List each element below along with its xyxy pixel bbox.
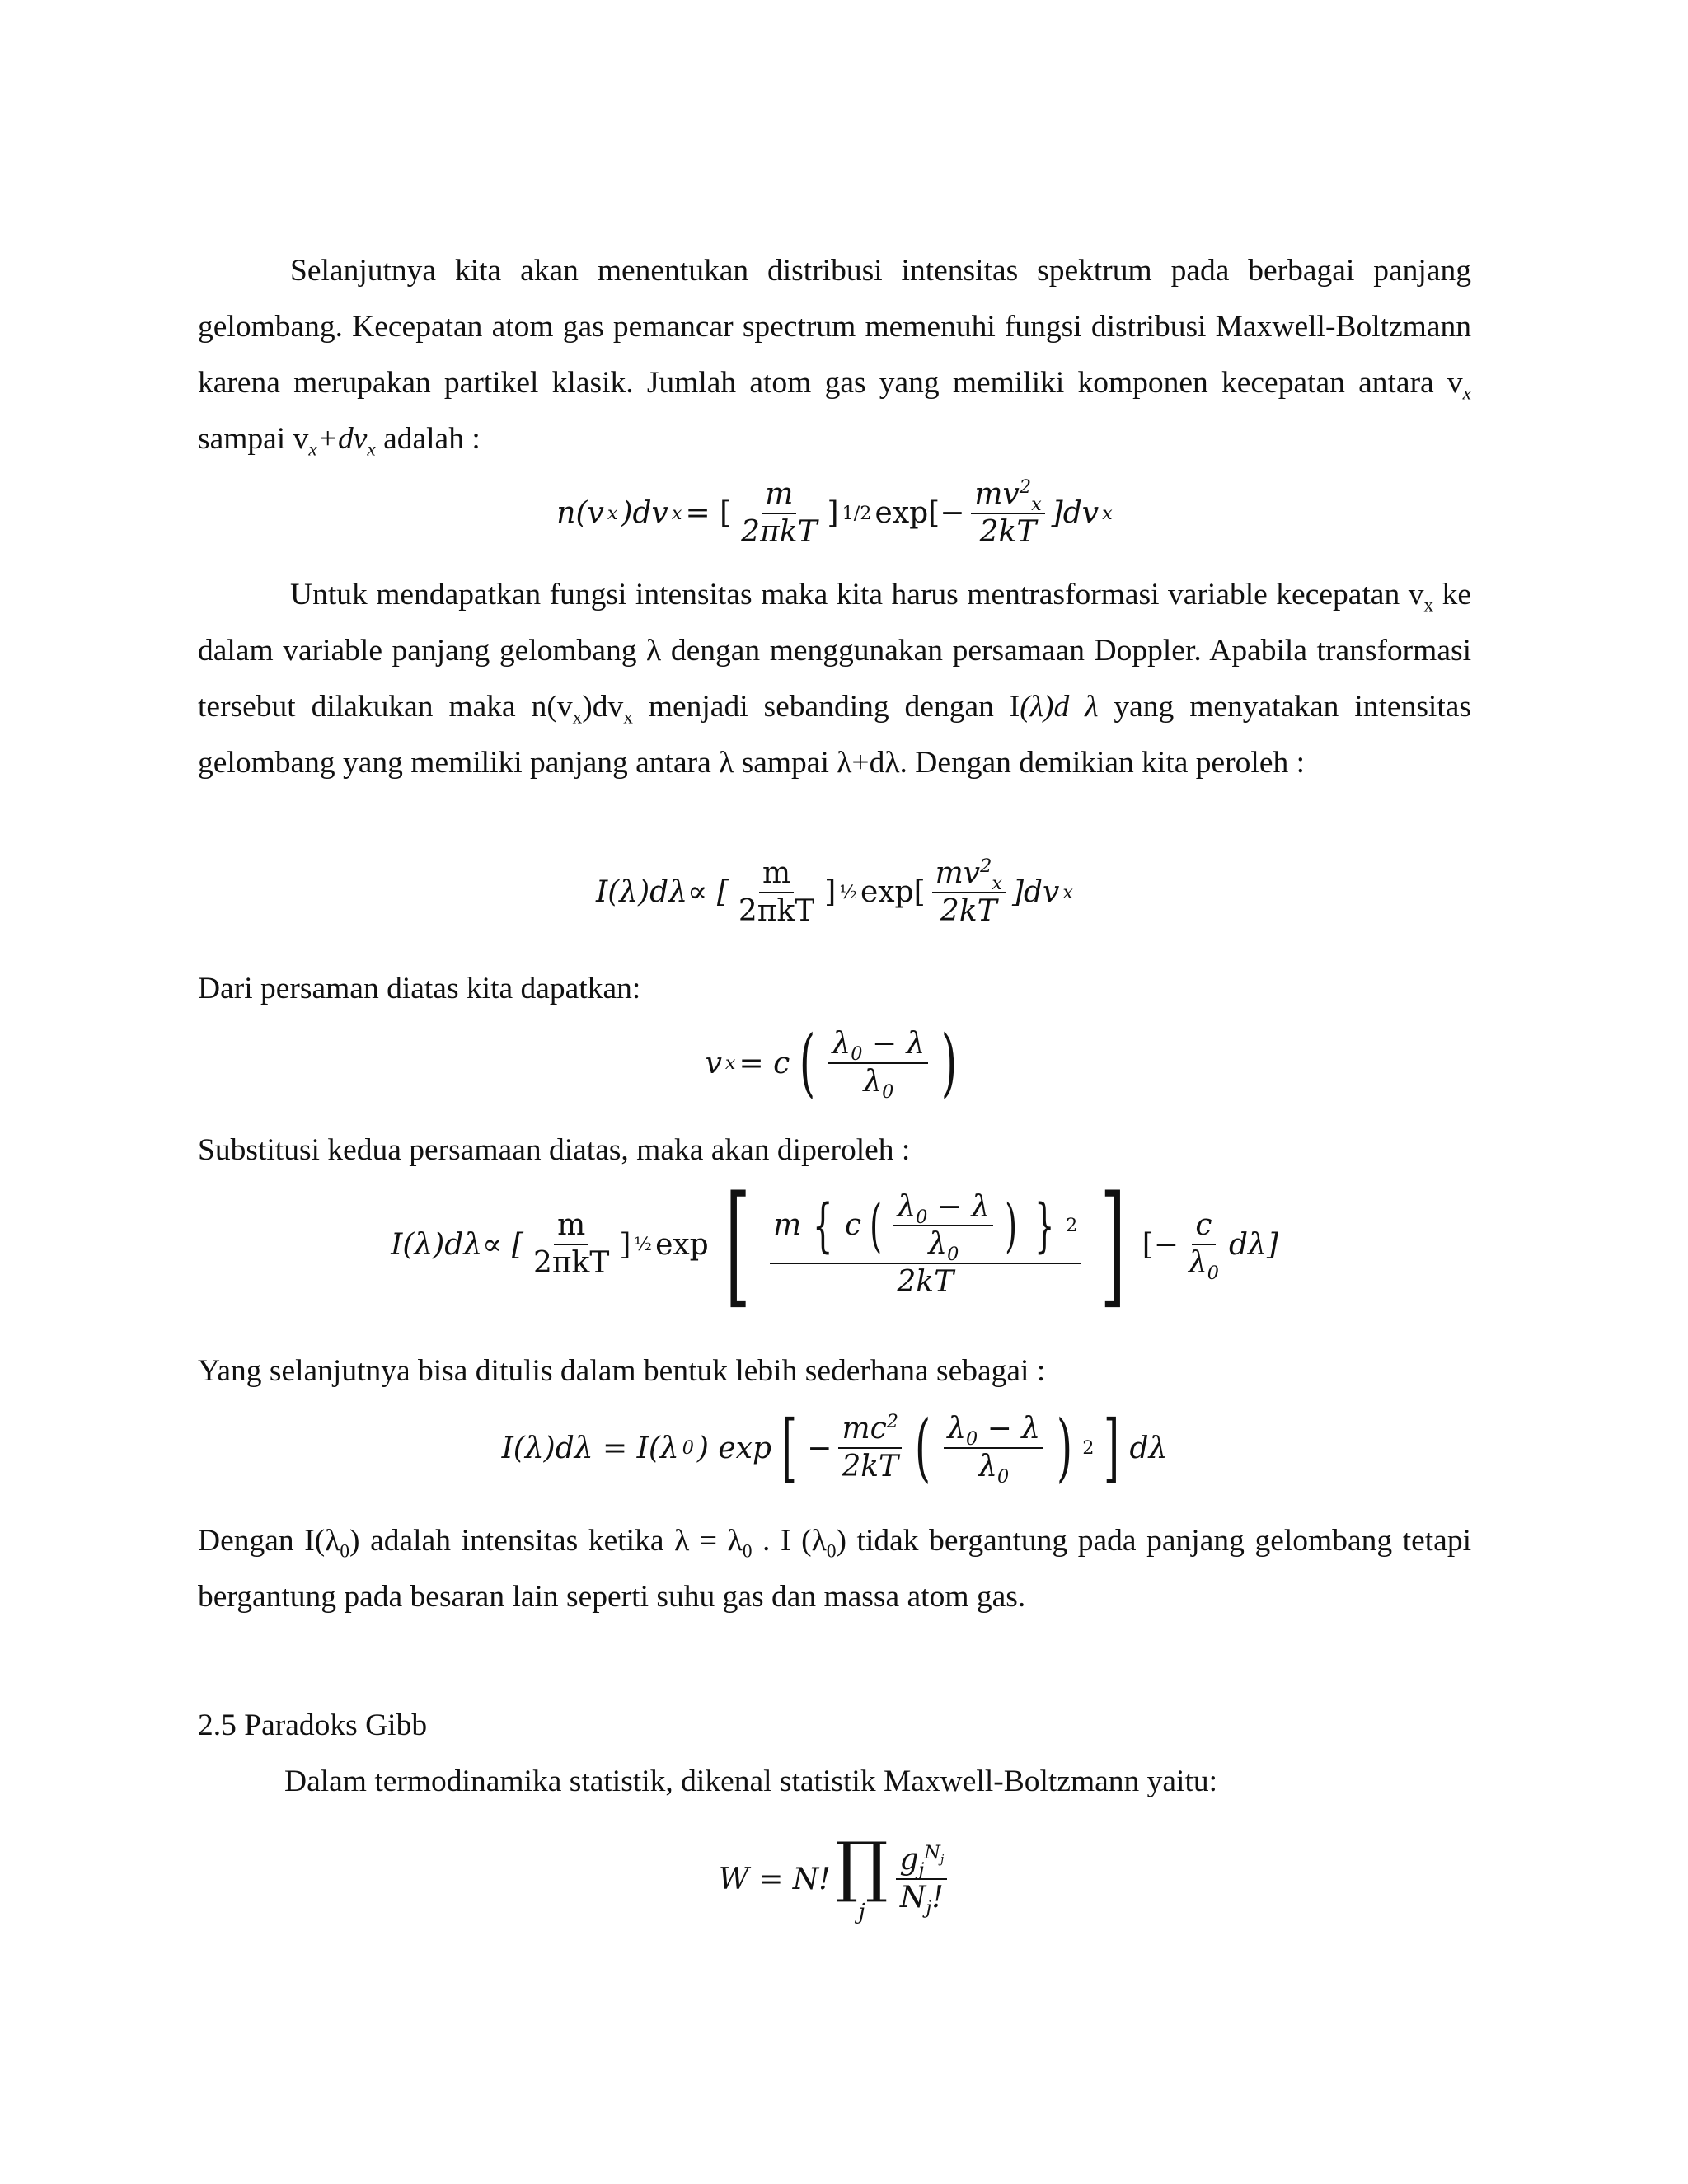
paragraph-simplified: Yang selanjutnya bisa ditulis dalam bentuk lebih sederhana sebagai :	[198, 1354, 1046, 1388]
section-heading: 2.5 Paradoks Gibb	[198, 1708, 428, 1742]
paragraph-intensity-note: Dengan $I(\lambda_0)$ adalah intensitas ketika $\lambda = \lambda_0$ . I $(\lambda_0)$ tidak bergantung pada panjang gelombang tetapi bergantung pada besaran lain seperti suhu gas dan massa atom gas.	[198, 1524, 1471, 1614]
paragraph-from-equation: Dari persaman diatas kita dapatkan:	[198, 972, 641, 1005]
paragraph-maxwell-boltzmann: Dalam termodinamika statistik, dikenal statistik Maxwell-Boltzmann yaitu:	[284, 1765, 1218, 1798]
paragraph-doppler: Untuk mendapatkan fungsi intensitas maka kita harus mentrasformasi variable kecepatan $v_x$ ke dalam variable panjang gelombang λ dengan menggunakan persamaan Doppler. Apabila transformasi tersebut dilakukan maka $n(v_x)dv_x$ menjadi sebanding dengan I(λ)d λ yang menyatakan intensitas gelombang yang memiliki panjang antara λ sampai λ+dλ. Dengan demikian kita peroleh :	[198, 578, 1471, 780]
equation-intensity-proportional: I(λ)dλ∝ [ $\frac{m}{\text{2πkT}}$ ] ½ exp[ $\frac{mv^2_x}{2kT}$ ]dv x	[596, 855, 1073, 928]
paragraph-substitution: Substitusi kedua persamaan diatas, maka akan diperoleh :	[198, 1133, 911, 1167]
paragraph-intro: Selanjutnya kita akan menentukan distribusi intensitas spektrum pada berbagai panjang gelombang. Kecepatan atom gas pemancar spectrum memenuhi fungsi distribusi Maxwell-Boltzmann karena merupakan partikel klasik. Jumlah atom gas yang memiliki komponen kecepatan antara $v_x$ sampai $v_x+dv_x$ adalah :	[198, 254, 1471, 461]
equation-statistical-weight: W = N! ∏ j $\frac{g_j^{N_j}}{N_j!}$	[198, 1834, 1471, 1924]
equation-maxwell-velocity: n(v x )dv x = [ $\frac{m}{\text{2πkT}}$ ] 1/2 exp[− $\frac{mv^2_x}{2kT}$ ]dv x	[556, 476, 1113, 549]
equation-doppler-velocity: v x = c ( $\frac{\lambda_0 - \lambda}{\lambda_0}$ )	[705, 1019, 958, 1106]
equation-substituted: I(λ)dλ∝ [ $\frac{m}{\text{2πkT}}$ ] ½ exp [ m { c ( $\frac{\lambda_0 - \lambda}{\lambda_0}$ ) } 2 2kT ] [− $\frac{c}{\lambda_0}$ dλ]	[391, 1167, 1278, 1321]
equation-gaussian-profile: I(λ)dλ = I(λ 0 ) exp [ − $\frac{mc^2}{2kT}$ ( $\frac{\lambda_0 - \lambda}{\lambda_0}$ ) 2 ] dλ	[501, 1404, 1168, 1491]
